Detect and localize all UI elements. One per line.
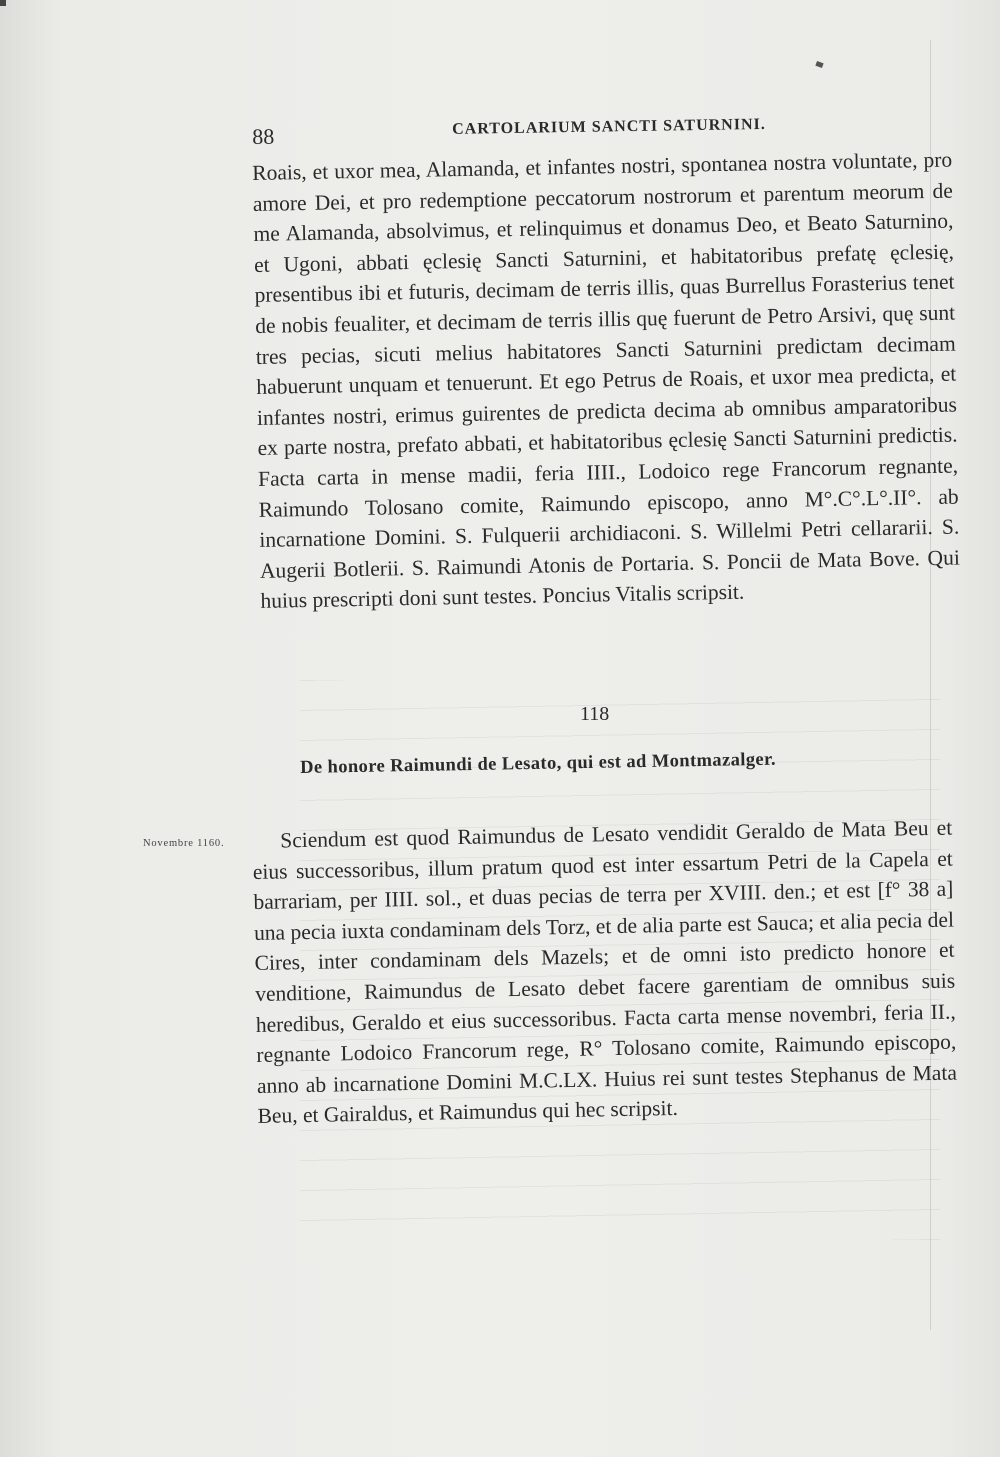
charter-117-continuation (252, 145, 961, 617)
page-header (252, 109, 952, 152)
charter-117-text: Roais, et uxor mea, Alamanda, et infantes nostri, spontanea nostra voluntate, pro amore Dei, et pro redemptione peccatorum nostrorum et parentum meorum de me Alamanda, absolvimus, et relinquimus et donamus Deo, et Beato Saturnino, et Ugoni, abbati ęclesię Sancti Saturnini, et habitatoribus prefatę ęclesię, presentibus ibi et futuris, decimam de terris illis, quas Burrellus Forasterius tenet de nobis feualiter, et decimam de terris illis quę fuerunt de Petro Arsivi, quę sunt tres pecias, sicuti melius habitatores Sancti Saturnini predictam decimam habuerunt unquam et tenuerunt. Et ego Petrus de Roais, et uxor mea predicta, et infantes nostri, erimus guirentes de predicta decima ab omnibus amparatoribus ex parte nostra, prefato abbati, et habitatoribus ęclesię Sancti Saturnini predictis. Facta carta in mense madii, feria IIII., Lodoico rege Francorum regnante, Raimundo Tolosano comite, Raimundo episcopo, anno M°.C°.L°.II°. ab incarnatione Domini. S. Fulquerii archidiaconi. S. Willelmi Petri cellararii. S. Augerii Botlerii. S. Raimundi Atonis de Portaria. S. Poncii de Mata Bove. Qui huius prescripti doni sunt testes. Poncius Vitalis scripsit. (252, 147, 961, 614)
charter-title: De honore Raimundi de Lesato, qui est ad Montmazalger. (300, 749, 777, 778)
page-number: 88 (252, 123, 275, 149)
margin-date-note: Novembre 1160. (143, 838, 225, 849)
charter-118-text: Sciendum est quod Raimundus de Lesato vendidit Geraldo de Mata Beu et eius successoribus, illum pratum quod est inter essartum Petri de la Capela et barrariam, per IIII. sol., et duas pecias de terra per XVIII. den.; et est [f° 38 a] una pecia iuxta condaminam dels Torz, et de alia parte est Sauca; et alia pecia del Cires, inter condaminam dels Mazels; et de omni isto predicto honore et venditione, Raimundus de Lesato debet facere garentiam de omnibus suis heredibus, Geraldo et eius successoribus. Facta carta mense novembri, feria II., regnante Lodoico Francorum rege, R° Tolosano comite, Raimundo episcopo, anno ab incarnatione Domini M.C.LX. Huius rei sunt testes Stephanus de Mata Beu, et Gairaldus, et Raimundus qui hec scripsit. (252, 815, 958, 1129)
ink-spot (815, 61, 823, 68)
scan-edge-mark (0, 0, 6, 6)
charter-number: 118 (580, 703, 610, 725)
charter-118-body (252, 813, 958, 1132)
running-title: CARTOLARIUM SANCTI SATURNINI. (452, 115, 766, 138)
